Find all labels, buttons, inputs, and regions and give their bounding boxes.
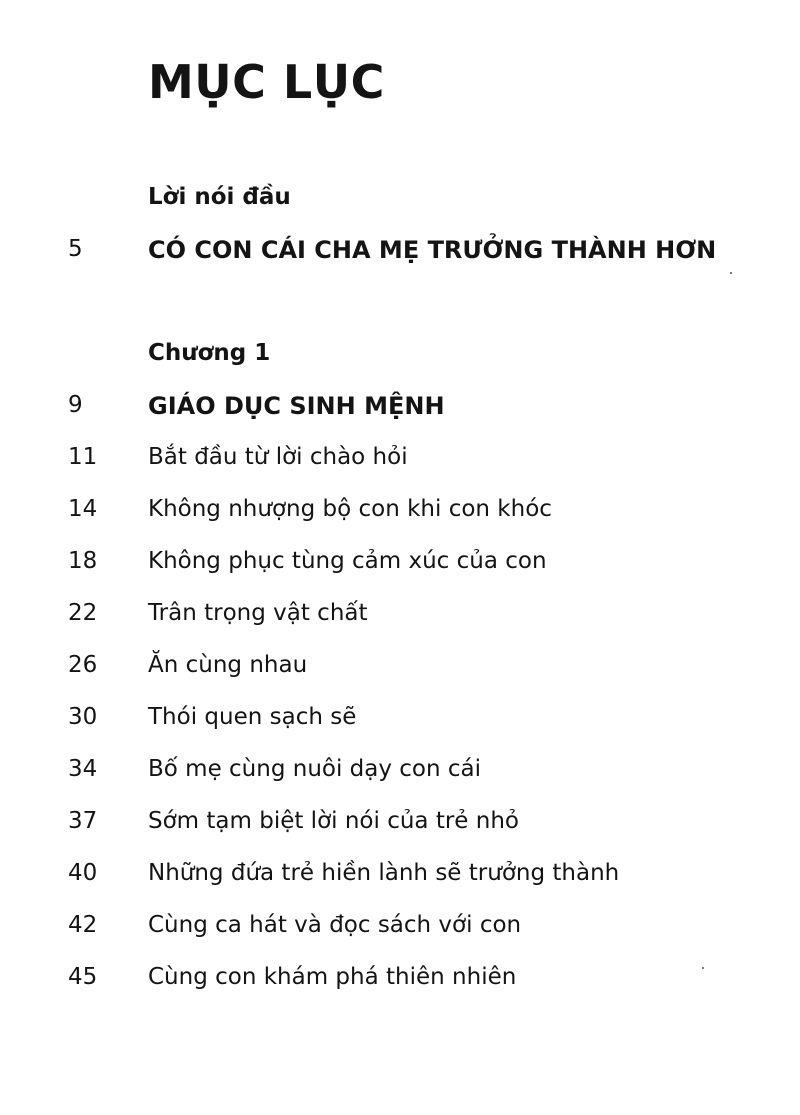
toc-entry xyxy=(0,964,800,998)
entry-title: Ăn cùng nhau xyxy=(148,652,308,678)
toc-entry xyxy=(0,548,800,582)
toc-entry xyxy=(0,496,800,530)
entry-title: Thói quen sạch sẽ xyxy=(148,704,357,730)
page-number: 37 xyxy=(68,808,98,834)
page-number: 26 xyxy=(68,652,98,678)
toc-entry xyxy=(0,704,800,738)
entry-title: Sớm tạm biệt lời nói của trẻ nhỏ xyxy=(148,808,519,834)
toc-entry xyxy=(0,912,800,946)
scan-speck xyxy=(730,272,732,274)
chapter-label: Chương 1 xyxy=(148,340,271,366)
toc-entry xyxy=(0,808,800,842)
page-number: 42 xyxy=(68,912,98,938)
entry-title: Trân trọng vật chất xyxy=(148,600,368,626)
entry-title: Bố mẹ cùng nuôi dạy con cái xyxy=(148,756,482,782)
toc-entry xyxy=(0,600,800,634)
page-title: MỤC LỤC xyxy=(148,55,385,109)
entry-title: Cùng con khám phá thiên nhiên xyxy=(148,964,517,990)
entry-title: Những đứa trẻ hiền lành sẽ trưởng thành xyxy=(148,860,620,886)
entry-title: Không nhượng bộ con khi con khóc xyxy=(148,496,552,522)
toc-entry xyxy=(0,652,800,686)
page-number: 11 xyxy=(68,444,98,470)
page-number: 45 xyxy=(68,964,98,990)
page-number: 18 xyxy=(68,548,98,574)
entry-title: Không phục tùng cảm xúc của con xyxy=(148,548,547,574)
page-number: 40 xyxy=(68,860,98,886)
toc-entry xyxy=(0,756,800,790)
entry-title: Bắt đầu từ lời chào hỏi xyxy=(148,444,408,470)
chapter-heading: GIÁO DỤC SINH MỆNH xyxy=(148,392,445,420)
toc-entry xyxy=(0,444,800,478)
preface-label: Lời nói đầu xyxy=(148,184,291,210)
page-number: 30 xyxy=(68,704,98,730)
preface-heading: CÓ CON CÁI CHA MẸ TRƯỞNG THÀNH HƠN xyxy=(148,236,717,264)
page-number: 9 xyxy=(68,392,83,418)
entry-title: Cùng ca hát và đọc sách với con xyxy=(148,912,522,938)
chapter-heading-row xyxy=(0,392,800,426)
page-number: 5 xyxy=(68,236,83,262)
preface-heading-row xyxy=(0,236,800,270)
page-number: 22 xyxy=(68,600,98,626)
page-number: 34 xyxy=(68,756,98,782)
page-number: 14 xyxy=(68,496,98,522)
toc-entry xyxy=(0,860,800,894)
scan-speck xyxy=(702,967,704,969)
